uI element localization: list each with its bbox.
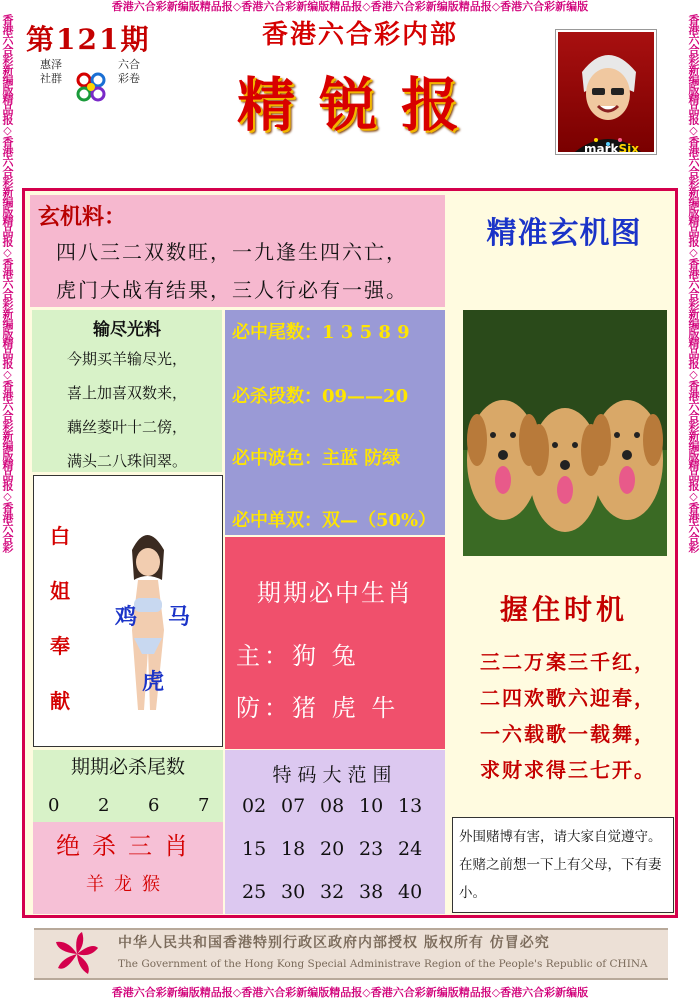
footer-chinese-text: 中华人民共和国香港特别行政区政府内部授权 版权所有 仿冒必究 xyxy=(118,935,550,951)
special-range-number: 23 xyxy=(359,838,384,860)
poem-title: 输尽光料 xyxy=(93,320,161,340)
photo-side-char: 姐 xyxy=(50,579,70,603)
photo-side-char: 献 xyxy=(50,689,70,713)
zodiac-main: 主：狗 兔 xyxy=(236,642,360,670)
subtitle: 香港六合彩内部 xyxy=(261,20,458,50)
bottom-border-banner: 香港六合彩新编版精品报◇香港六合彩新编版精品报◇香港六合彩新编版精品报◇香港六合彩新编版 xyxy=(0,986,700,1000)
mascot-portrait xyxy=(556,30,656,154)
prediction-odd-even: 必中单双：双—（50%） xyxy=(232,510,437,531)
verse-line: 求财求得三七开。 xyxy=(480,758,656,782)
portrait-illustration xyxy=(558,32,656,154)
special-range-number: 13 xyxy=(398,795,423,817)
tail-kill-title: 期期必杀尾数 xyxy=(70,756,185,778)
riddle-title: 玄机料： xyxy=(38,204,127,230)
poem-line: 喜上加喜双数来， xyxy=(66,384,187,402)
tail-kill-number: 6 xyxy=(148,795,160,816)
publisher-left-label: 惠泽社群 xyxy=(40,58,62,85)
prediction-kill-range: 必杀段数：09——20 xyxy=(232,386,409,407)
special-range-number: 08 xyxy=(320,795,345,817)
special-range-number: 02 xyxy=(242,795,267,817)
special-range-number: 10 xyxy=(359,795,384,817)
marksix-brand: markSix xyxy=(584,142,639,154)
page-title: 精锐报 xyxy=(236,71,483,139)
photo-zodiac: 鸡 xyxy=(115,604,138,630)
right-border-banner: 香港六合彩新编版精品报◇香港六合彩新编版精品报◇香港六合彩新编版精品报◇香港六合彩新编版精品报◇香港六合彩 xyxy=(687,14,700,552)
special-range-number: 40 xyxy=(398,881,423,903)
prediction-tail-numbers: 必中尾数：1 3 5 8 9 xyxy=(232,322,410,343)
seize-the-moment-title: 握住时机 xyxy=(499,593,628,626)
photo-side-char: 奉 xyxy=(50,634,70,658)
special-range-number: 25 xyxy=(242,881,267,903)
verse-line: 三二万案三千红， xyxy=(480,650,656,674)
publisher-right-label: 六合彩卷 xyxy=(118,58,140,85)
footer-english-text: The Government of the Hong Kong Special Administrave Region of the People's Republic of CHINA xyxy=(118,958,648,970)
poem-line: 满头二八珠间翠。 xyxy=(66,452,187,470)
riddle-line: 虎门大战有结果，三人行必有一强。 xyxy=(56,278,408,302)
special-range-number: 24 xyxy=(398,838,423,860)
riddle-line: 四八三二双数旺，一九逢生四六亡， xyxy=(56,240,408,264)
poem-line: 今期买羊输尽光， xyxy=(66,350,187,368)
poem-line: 藕丝菱叶十二傍， xyxy=(66,418,187,436)
issue-number: 第121期 xyxy=(26,23,151,56)
verse-line: 二四欢歌六迎春， xyxy=(480,686,656,710)
top-border-banner: 香港六合彩新编版精品报◇香港六合彩新编版精品报◇香港六合彩新编版精品报◇香港六合彩新编版 xyxy=(0,0,700,14)
zodiac-guard: 防：猪 虎 牛 xyxy=(236,694,400,722)
special-range-number: 18 xyxy=(281,838,306,860)
tail-kill-number: 7 xyxy=(198,795,210,816)
bauhinia-emblem-icon xyxy=(52,930,102,978)
special-range-number: 32 xyxy=(320,881,345,903)
tail-kill-number: 0 xyxy=(48,795,60,816)
special-range-number: 38 xyxy=(359,881,384,903)
kill-three-title: 绝杀三肖 xyxy=(56,832,200,860)
tail-kill-number: 2 xyxy=(98,795,110,816)
zodiac-title: 期期必中生肖 xyxy=(257,579,413,607)
special-range-number: 15 xyxy=(242,838,267,860)
left-border-banner: 香港六合彩新编版精品报◇香港六合彩新编版精品报◇香港六合彩新编版精品报◇香港六合彩新编版精品报◇香港六合彩 xyxy=(1,14,14,552)
photo-zodiac: 马 xyxy=(168,604,191,630)
special-range-number: 30 xyxy=(281,881,306,903)
verse-line: 一六载歌一载舞， xyxy=(480,722,656,746)
puppies-image xyxy=(463,310,667,556)
kill-three-animals: 羊龙猴 xyxy=(86,874,170,895)
gambling-notice: 外围赌博有害，请大家自觉遵守。在赌之前想一下上有父母，下有妻小。 xyxy=(452,817,674,913)
special-range-number: 07 xyxy=(281,795,306,817)
prediction-wave-color: 必中波色：主蓝 防绿 xyxy=(232,448,401,469)
special-range-number: 20 xyxy=(320,838,345,860)
right-column-title: 精准玄机图 xyxy=(486,216,642,251)
special-range-title: 特码大范围 xyxy=(272,764,398,786)
photo-side-char: 白 xyxy=(50,524,70,548)
photo-zodiac: 虎 xyxy=(142,669,165,695)
lottery-logo-icon xyxy=(74,70,108,104)
